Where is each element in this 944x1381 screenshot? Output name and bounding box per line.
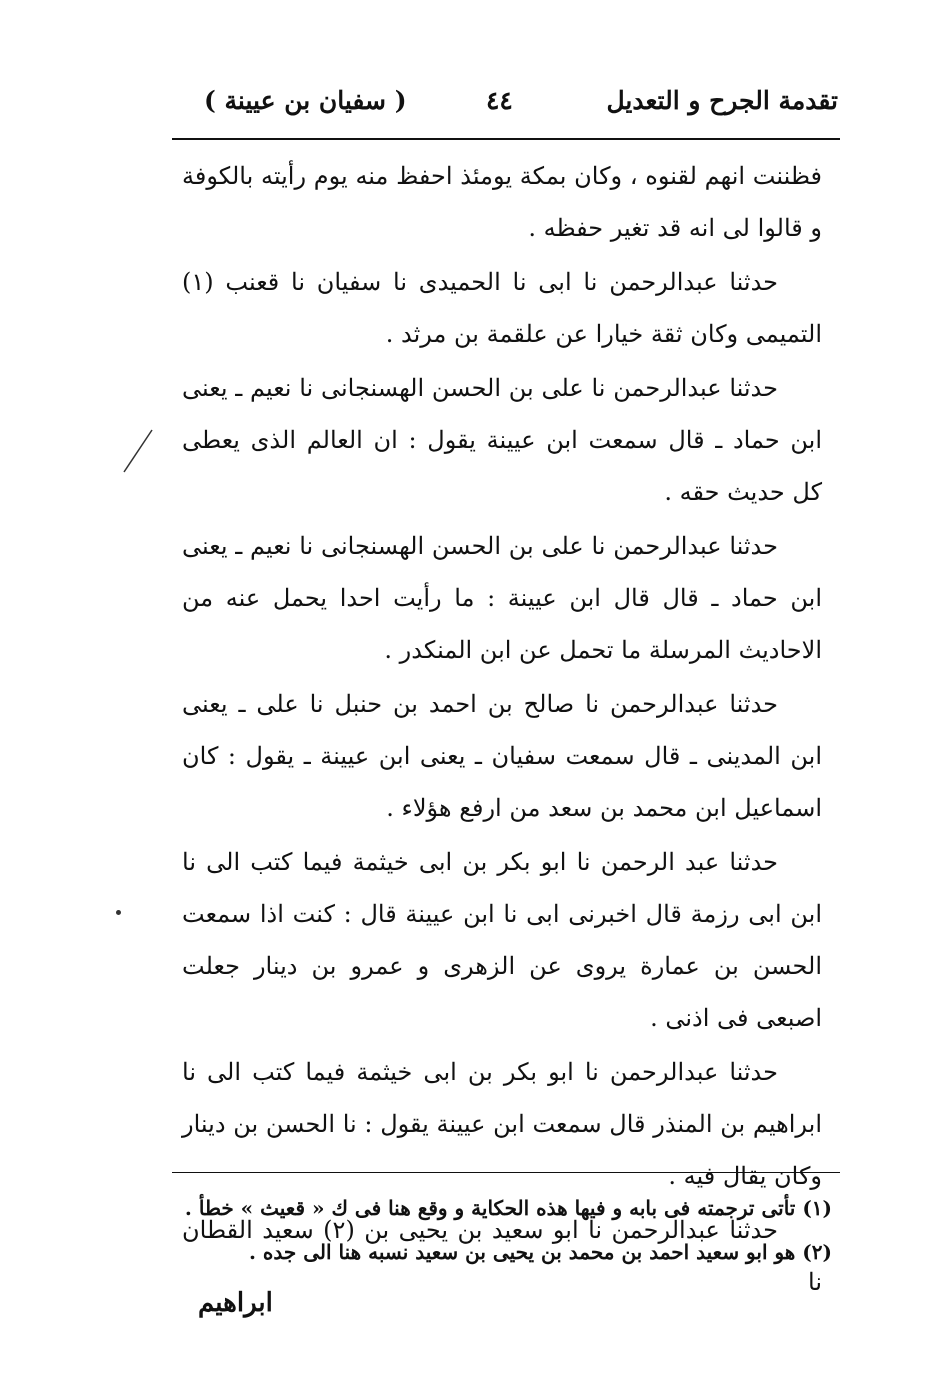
margin-pen-mark	[118, 426, 158, 476]
catchword: ابراهيم	[198, 1288, 273, 1318]
paragraph: حدثنا عبدالرحمن نا صالح بن احمد بن حنبل نا على ـ يعنى ابن المدينى ـ قال سمعت سفيان ـ يعنى ابن عيينة ـ يقول : كان اسماعيل ابن محمد بن سعد من ارفع هؤلاء .	[182, 690, 822, 822]
paragraph: حدثنا عبدالرحمن نا ابو بكر بن ابى خيثمة فيما كتب الى نا ابراهيم بن المنذر قال سمعت ابن عيينة يقول : نا الحسن بن دينار وكان يقال فيه .	[182, 1058, 822, 1190]
paragraph: حدثنا عبد الرحمن نا ابو بكر بن ابى خيثمة فيما كتب الى نا ابن ابى رزمة قال اخبرنى ابى نا ابن عيينة قال : كنت اذا سمعت الحسن بن عمارة يروى عن الزهرى و عمرو بن دينار جعلت اصبعى فى اذنى .	[182, 848, 822, 1032]
margin-dot	[116, 910, 121, 915]
header-rule	[172, 138, 840, 140]
footnote-rule	[172, 1172, 840, 1173]
paragraph: حدثنا عبدالرحمن نا ابو سعيد بن يحيى بن (٢) سعيد القطان نا	[182, 1216, 822, 1296]
section-title: ( سفيان بن عيينة )	[204, 86, 407, 115]
paragraph: فظننت انهم لقنوه ، وكان بمكة يومئذ احفظ منه يوم رأيته بالكوفة و قالوا لى انه قد تغير حفظه .	[182, 162, 822, 242]
footnote: (١) تأتى ترجمته فى بابه و فيها هذه الحكاية و وقع هنا فى ك « قعيث » خطأ .	[184, 1196, 832, 1220]
paragraph: حدثنا عبدالرحمن نا ابى نا الحميدى نا سفيان نا قعنب (١) التميمى وكان ثقة خيارا عن علقمة بن مرثد .	[182, 268, 822, 348]
paragraph: حدثنا عبدالرحمن نا على بن الحسن الهسنجانى نا نعيم ـ يعنى ابن حماد ـ قال قال ابن عيينة : ما رأيت احدا يحمل عنه من الاحاديث المرسلة ما تحمل عن ابن المنكدر .	[182, 532, 822, 664]
running-header	[176, 80, 838, 132]
paragraph: حدثنا عبدالرحمن نا على بن الحسن الهسنجانى نا نعيم ـ يعنى ابن حماد ـ قال سمعت ابن عيينة يقول : ان العالم الذى يعطى كل حديث حقه .	[182, 374, 822, 506]
main-text	[182, 150, 822, 1308]
page-number: ٤٤	[486, 86, 513, 115]
footnote: (٢) هو ابو سعيد احمد بن محمد بن يحيى بن سعيد نسبه هنا الى جده .	[248, 1240, 832, 1264]
book-title: تقدمة الجرح و التعديل	[606, 86, 838, 115]
footnotes	[182, 1186, 832, 1274]
